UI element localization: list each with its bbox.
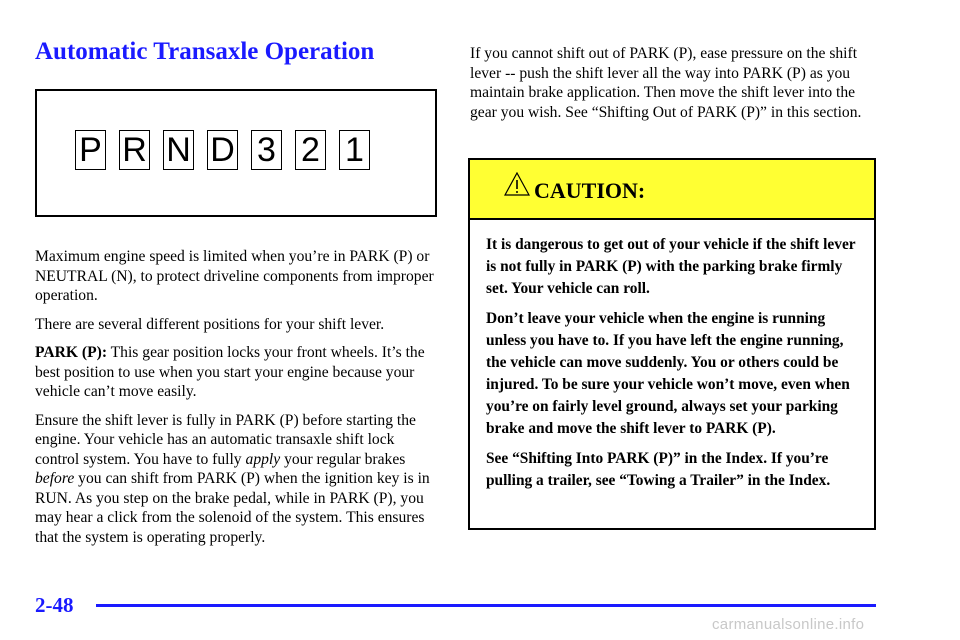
gear-d: D (207, 130, 238, 170)
ensure-em-apply: apply (245, 450, 281, 468)
paragraph-engine-speed: Maximum engine speed is limited when you’re in PARK (P) or NEUTRAL (N), to protect driveline components from improper operation. (35, 248, 434, 304)
caution-paragraph: Don’t leave your vehicle when the engine is running unless you have to. If you have left the engine running, the vehicle can move suddenly. You or others could be injured. To be sure your vehicle won’t move, even when you’re on fairly level ground, always set your parking brake and move the shift lever to PARK (P). (486, 310, 850, 437)
paragraph-shift-out: If you cannot shift out of PARK (P), ease pressure on the shift lever -- push the shift lever all the way into PARK (P) as you maintain brake application. Then move the shift lever into the gear you wish. See “Shifting Out of PARK (P)” in this section. (470, 45, 862, 121)
caution-header (470, 160, 874, 220)
gear-indicator-figure (35, 89, 437, 217)
page-title: Automatic Transaxle Operation (35, 38, 375, 65)
ensure-em-before: before (35, 470, 75, 487)
caution-title: CAUTION: (534, 178, 646, 203)
ensure-text-1: Ensure the shift lever is fully in PARK (P) before starting the engine. Your vehicle has an automatic transaxle shift lock control system. You have to fully (35, 411, 416, 468)
caution-paragraph: See “Shifting Into PARK (P)” in the Index. If you’re pulling a trailer, see “Towing a Trailer” in the Index. (486, 450, 831, 489)
park-text: This gear position locks your front wheels. It’s the best position to use when you start your engine because your vehicle can’t move easily. (35, 344, 425, 400)
park-label: PARK (P): (35, 344, 108, 361)
gear-r: R (119, 130, 150, 170)
gear-n: N (163, 130, 194, 170)
ensure-text-2: your regular brakes (280, 450, 406, 468)
gear-2: 2 (295, 130, 326, 170)
watermark: carmanualsonline.info (712, 616, 865, 633)
right-column (470, 44, 870, 131)
warning-triangle-icon (504, 172, 530, 196)
gear-1: 1 (339, 130, 370, 170)
left-column (35, 247, 440, 556)
caution-body (470, 220, 874, 492)
gear-3: 3 (251, 130, 282, 170)
paragraph-ensure (35, 411, 440, 548)
page-number: 2-48 (35, 593, 74, 617)
caution-box (468, 158, 876, 530)
gear-positions (75, 130, 370, 170)
footer-rule (96, 604, 876, 607)
caution-paragraph: It is dangerous to get out of your vehicle if the shift lever is not fully in PARK (P) with the parking brake firmly set. Your vehicle can roll. (486, 236, 856, 297)
paragraph-positions: There are several different positions for your shift lever. (35, 315, 385, 333)
gear-p: P (75, 130, 106, 170)
ensure-text-3: you can shift from PARK (P) when the ignition key is in RUN. As you step on the brake pedal, while in PARK (P), you may hear a click from the solenoid of the system. This ensures that the system is operating properly. (35, 470, 430, 546)
paragraph-park (35, 343, 440, 402)
